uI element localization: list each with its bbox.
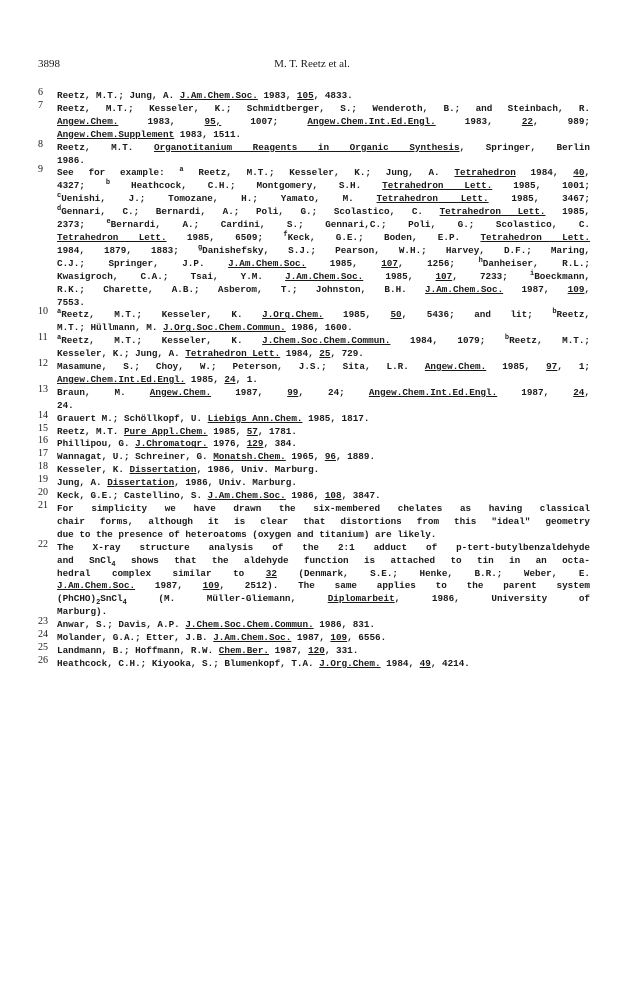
reference-line: [57, 361, 590, 374]
citation-source: 50: [390, 309, 402, 321]
reference-text: Wannagat, U.; Schreiner, G.: [57, 451, 214, 463]
reference-text: SnCl: [100, 593, 123, 605]
citation-source: 109: [567, 283, 585, 295]
citation-source: J.Chem.Soc.Chem.Commun.: [262, 335, 391, 347]
citation-source: Organotitanium Reagents in Organic Synthesis: [153, 141, 460, 153]
reference-text: , 4214.: [430, 657, 470, 669]
reference-line: [57, 297, 590, 310]
reference-text: Anwar, S.; Davis, A.P.: [57, 619, 186, 631]
reference-number: 14: [38, 409, 48, 421]
reference-text: Kesseler, K.: [57, 464, 130, 476]
citation-source: 109: [202, 580, 220, 592]
citation-source: Tetrahedron Lett.: [480, 231, 591, 243]
reference-text: 1965,: [285, 451, 325, 463]
citation-source: Tetrahedron Lett.: [185, 348, 281, 360]
superscript: e: [106, 217, 111, 226]
reference-text: Reetz, M.T.; Kesseler, K.: [61, 309, 263, 321]
reference-item: [38, 487, 590, 503]
citation-source: 120: [308, 644, 325, 656]
reference-number: 12: [38, 358, 48, 370]
reference-text: 1976,: [207, 438, 247, 450]
reference-line: [57, 477, 590, 490]
reference-line: [57, 219, 590, 232]
reference-line: [57, 593, 590, 606]
reference-line: [57, 413, 590, 426]
reference-text: due to the presence of heteroatoms (oxygen and titanium) are likely.: [57, 528, 437, 540]
superscript: a: [57, 334, 62, 343]
reference-item: [38, 332, 591, 361]
reference-item: [38, 383, 590, 413]
citation-source: Tetrahedron Lett.: [57, 231, 167, 243]
reference-line: [57, 619, 590, 632]
reference-text: 1984,: [515, 167, 574, 179]
reference-line: [57, 645, 590, 658]
citation-source: 107: [381, 257, 398, 269]
reference-text: Reetz, M.T.; Jung, A.: [57, 90, 180, 101]
reference-item: [38, 654, 590, 671]
reference-line: [57, 116, 590, 129]
superscript: h: [478, 256, 483, 265]
reference-text: Bernardi, A.; Cardini, S.; Gennari,C.; Poli, G.; Scolastico, C.: [110, 219, 590, 231]
reference-item: [38, 306, 591, 335]
citation-source: Pure Appl.Chem.: [123, 425, 208, 437]
citation-source: Monatsh.Chem.: [213, 451, 286, 463]
reference-text: For simplicity we have drawn the six-membered chelates as having classical: [57, 503, 590, 514]
reference-text: Heathcock, C.H.; Montgomery, S.H.: [110, 180, 383, 192]
reference-item: [38, 616, 590, 632]
citation-source: 24: [224, 373, 236, 385]
reference-number: 21: [38, 500, 48, 511]
reference-text: 1985, 1817.: [302, 412, 370, 424]
reference-text: 1985,: [545, 206, 590, 218]
reference-text: , 1781.: [257, 425, 297, 437]
reference-line: [57, 167, 590, 180]
citation-source: J.Chromatogr.: [135, 438, 208, 450]
reference-line: [57, 658, 590, 671]
reference-number: 13: [38, 383, 48, 395]
reference-number: 24: [38, 629, 48, 641]
reference-text: 1985,: [207, 425, 247, 437]
reference-text: Danheiser, R.L.;: [482, 257, 591, 269]
reference-text: 1987,: [503, 283, 568, 295]
reference-line: [57, 568, 590, 581]
reference-text: R.K.; Charette, A.B.; Asberom, T.; Johnston, B.H.: [57, 283, 426, 295]
reference-text: 1986,: [285, 490, 325, 502]
reference-text: , 1986, University of: [394, 593, 590, 605]
reference-text: Grauert M.; Schöllkopf, U.: [57, 412, 208, 424]
reference-list: [38, 87, 591, 671]
reference-number: 7: [38, 99, 43, 111]
reference-text: 1985, 6509;: [166, 231, 284, 243]
reference-item: [38, 435, 590, 451]
reference-line: [57, 400, 590, 413]
citation-source: Tetrahedron Lett.: [376, 193, 489, 205]
citation-source: 99: [287, 386, 299, 398]
reference-number: 11: [38, 332, 48, 344]
reference-item: [38, 99, 591, 142]
reference-text: , 7233;: [452, 270, 530, 282]
citation-source: J.Chem.Soc.Chem.Commun.: [185, 619, 314, 631]
reference-item: [38, 629, 590, 645]
subscript: 4: [122, 599, 127, 608]
reference-item: [38, 448, 590, 464]
citation-source: J.Am.Chem.Soc.: [57, 580, 136, 592]
reference-line: [57, 542, 590, 555]
reference-text: 1983,: [257, 90, 297, 101]
reference-text: ,: [584, 167, 590, 179]
reference-text: 1984, 1879, 1883;: [57, 244, 198, 256]
reference-line: [57, 632, 590, 645]
reference-line: [57, 180, 590, 193]
reference-item: [38, 138, 590, 168]
citation-source: 105: [296, 90, 314, 101]
subscript: 4: [111, 560, 116, 569]
reference-number: 18: [38, 461, 48, 473]
reference-text: Keck, G.E.; Castellino, S.: [57, 490, 208, 502]
reference-text: See for example:: [57, 167, 180, 179]
reference-text: ,: [584, 386, 590, 398]
reference-line: [57, 451, 590, 464]
reference-text: 1987,: [135, 580, 203, 592]
reference-line: [57, 580, 590, 593]
reference-text: , 989;: [533, 115, 591, 127]
reference-text: Reetz, M.T.: [57, 425, 124, 437]
citation-source: J.Am.Chem.Soc.: [179, 90, 258, 101]
citation-source: J.Org.Chem.: [319, 657, 381, 669]
reference-number: 9: [38, 164, 43, 176]
citation-source: Tetrahedron: [454, 167, 516, 179]
citation-source: Angew.Chem.: [424, 361, 487, 373]
citation-source: Angew.Chem.Supplement: [57, 128, 175, 140]
citation-source: 97: [546, 361, 558, 373]
citation-source: 40: [573, 167, 585, 179]
reference-text: 1984, 1079;: [390, 335, 505, 347]
reference-number: 22: [38, 538, 48, 550]
reference-text: 1985, 3467;: [488, 193, 590, 205]
citation-source: Diplomarbeit: [327, 593, 395, 605]
citation-source: J.Am.Chem.Soc.: [228, 257, 307, 269]
reference-number: 20: [38, 487, 48, 499]
reference-line: [57, 464, 590, 477]
reference-line: [57, 142, 590, 155]
reference-text: , 1;: [557, 361, 590, 373]
reference-line: [57, 245, 590, 258]
superscript: i: [530, 269, 535, 278]
reference-item: [38, 461, 590, 477]
reference-line: [57, 129, 590, 142]
reference-line: [57, 193, 590, 206]
citation-source: Angew.Chem.Int.Ed.Engl.: [307, 115, 436, 127]
reference-item: [38, 358, 590, 387]
reference-text: Marburg).: [57, 606, 108, 618]
citation-source: 22: [521, 115, 533, 127]
citation-source: J.Org.Soc.Chem.Commun.: [163, 322, 286, 334]
citation-source: Angew.Chem.Int.Ed.Engl.: [368, 386, 498, 398]
reference-text: , 24;: [298, 386, 369, 398]
reference-item: [38, 422, 590, 439]
reference-text: Gennari, C.; Bernardi, A.; Poli, G.; Scolastico, C.: [61, 206, 440, 218]
reference-text: , 6556.: [347, 632, 387, 644]
reference-line: [57, 103, 590, 116]
reference-text: 1986.: [57, 154, 85, 166]
reference-line: [57, 555, 590, 568]
citation-source: 107: [435, 270, 453, 282]
reference-text: Reetz, M.T.; Kesseler, K.: [61, 335, 263, 347]
citation-source: 96: [324, 451, 336, 463]
reference-text: 1985,: [323, 309, 391, 321]
reference-text: , 1889.: [335, 451, 376, 463]
citation-source: 95,: [204, 115, 222, 127]
reference-number: 16: [38, 435, 48, 447]
citation-source: 49: [419, 657, 431, 669]
page-number: 3898: [38, 58, 60, 70]
reference-text: 1985,: [306, 257, 382, 269]
running-header: [38, 58, 586, 74]
reference-text: , 331.: [324, 644, 359, 656]
reference-text: , 5436; and lit;: [401, 309, 553, 321]
reference-text: Reetz,: [556, 309, 591, 321]
reference-line: [57, 529, 590, 542]
superscript: b: [552, 308, 557, 317]
reference-item: [38, 87, 590, 103]
running-head: M. T. Reetz et al.: [274, 58, 350, 70]
reference-text: 1007;: [221, 115, 308, 127]
reference-text: 1986, 831.: [313, 619, 376, 631]
reference-text: Reetz, M.T.; Kesseler, K.; Schmidtberger, S.; Wenderoth, B.; and Steinbach, R.: [57, 102, 590, 114]
reference-text: Reetz, M.T.; Kesseler, K.; Jung, A.: [183, 167, 455, 179]
reference-text: , 729.: [330, 348, 364, 360]
citation-source: 129: [246, 438, 264, 450]
reference-text: 1985,: [486, 361, 547, 373]
reference-number: 23: [38, 616, 48, 628]
reference-text: 4327;: [57, 180, 106, 192]
superscript: b: [105, 179, 111, 188]
reference-text: 1985,: [363, 270, 436, 282]
citation-source: 25: [319, 348, 331, 360]
reference-text: 1987,: [269, 644, 309, 656]
reference-line: [57, 516, 590, 529]
reference-text: M.T.; Hüllmann, M.: [57, 322, 164, 334]
reference-line: [57, 284, 590, 297]
reference-text: , 1986, Univ. Marburg.: [174, 477, 297, 489]
reference-text: 1983,: [118, 115, 205, 127]
reference-text: Masamune, S.; Choy, W.; Peterson, J.S.; Sita, L.R.: [57, 361, 425, 373]
reference-line: [57, 426, 590, 439]
reference-text: (M. Müller-Gliemann,: [126, 593, 328, 605]
reference-line: [57, 490, 590, 503]
reference-line: [57, 258, 590, 271]
reference-text: , 4833.: [313, 90, 353, 101]
citation-source: Angew.Chem.: [57, 115, 119, 127]
citation-source: J.Am.Chem.Soc.: [425, 283, 504, 295]
reference-number: 15: [38, 422, 48, 434]
reference-text: The X-ray structure analysis of the 2:1 adduct of p-tert-butylbenzaldehyde: [57, 541, 590, 553]
reference-text: 1984,: [380, 657, 420, 669]
superscript: a: [57, 308, 62, 317]
reference-text: 1987,: [497, 386, 574, 398]
reference-text: 1985,: [185, 373, 225, 385]
citation-source: Tetrahedron Lett.: [439, 206, 546, 218]
reference-text: hedral complex similar to: [57, 567, 266, 579]
superscript: b: [504, 334, 510, 343]
reference-number: 6: [38, 87, 43, 98]
citation-source: J.Am.Chem.Soc.: [285, 270, 364, 282]
superscript: a: [179, 166, 184, 175]
reference-text: (PhCHO): [57, 593, 97, 605]
reference-item: [38, 538, 591, 619]
reference-text: C.J.; Springer, J.P.: [57, 257, 229, 269]
citation-source: Angew.Chem.Int.Ed.Engl.: [57, 373, 186, 385]
reference-line: [57, 606, 590, 619]
reference-text: Kwasigroch, C.A.; Tsai, Y.M.: [57, 270, 286, 282]
citation-source: Tetrahedron Lett.: [382, 180, 493, 192]
reference-line: [57, 387, 590, 400]
reference-text: , 1986, Univ. Marburg.: [196, 464, 320, 476]
reference-line: [57, 155, 590, 168]
reference-line: [57, 335, 590, 348]
citation-source: 108: [324, 490, 342, 502]
reference-text: Danishefsky, S.J.; Pearson, W.H.; Harvey, D.F.; Maring,: [202, 244, 590, 256]
citation-source: 57: [246, 425, 258, 437]
reference-line: [57, 503, 590, 516]
reference-text: 1983, 1511.: [174, 128, 242, 140]
reference-line: [57, 90, 590, 103]
reference-number: 26: [38, 654, 48, 666]
reference-text: Braun, M.: [57, 386, 150, 398]
reference-text: 24.: [57, 399, 74, 411]
reference-line: [57, 309, 590, 322]
reference-item: [38, 164, 591, 309]
reference-number: 25: [38, 641, 48, 653]
superscript: d: [57, 205, 62, 214]
reference-text: Landmann, B.; Hoffmann, R.W.: [57, 644, 219, 656]
citation-source: Dissertation: [129, 464, 197, 476]
reference-item: [38, 474, 590, 490]
reference-text: , 2512). The same applies to the parent system: [219, 580, 590, 592]
reference-text: Reetz, M.T.;: [509, 335, 591, 347]
citation-source: 109: [330, 632, 348, 644]
reference-text: 2373;: [57, 219, 107, 231]
reference-text: Keck, G.E.; Boden, E.P.: [287, 231, 481, 243]
reference-number: 10: [38, 306, 48, 318]
reference-text: Heathcock, C.H.; Kiyooka, S.; Blumenkopf, T.A.: [57, 657, 320, 669]
reference-line: [57, 374, 590, 387]
superscript: c: [57, 192, 62, 201]
superscript: g: [197, 243, 203, 252]
citation-source: 24: [573, 386, 585, 398]
reference-text: ,: [584, 283, 591, 295]
reference-text: 1986, 1600.: [285, 322, 353, 334]
reference-text: Boeckmann,: [534, 270, 590, 282]
reference-text: 7553.: [57, 296, 85, 308]
reference-text: Molander, G.A.; Etter, J.B.: [57, 632, 214, 644]
reference-text: , 384.: [263, 438, 297, 450]
reference-text: 1987,: [291, 632, 331, 644]
reference-item: [38, 500, 590, 542]
reference-text: Kesseler, K.; Jung, A.: [57, 348, 186, 360]
reference-text: 1985, 1001;: [492, 180, 590, 192]
reference-text: (Denmark, S.E.; Henke, B.R.; Weber, E.: [276, 567, 590, 579]
reference-text: 1984,: [280, 348, 320, 360]
citation-source: 32: [265, 567, 277, 579]
reference-text: chair forms, although it is clear that distortions from this "ideal" geometry: [57, 515, 590, 527]
reference-text: , 3847.: [341, 490, 381, 502]
subscript: 2: [96, 599, 101, 608]
reference-line: [57, 206, 590, 219]
reference-text: 1983,: [435, 115, 522, 127]
reference-line: [57, 348, 590, 361]
reference-text: , 1256;: [397, 257, 479, 269]
reference-text: , 1.: [235, 373, 258, 385]
reference-line: [57, 271, 590, 284]
citation-source: Dissertation: [107, 477, 175, 489]
reference-number: 17: [38, 448, 48, 460]
reference-text: Phillipou, G.: [57, 438, 136, 450]
reference-text: Uenishi, J.; Tomozane, H.; Yamato, M.: [61, 193, 377, 205]
reference-text: 1987,: [211, 386, 288, 398]
citation-source: Chem.Ber.: [218, 644, 270, 656]
reference-line: [57, 232, 590, 245]
citation-source: Angew.Chem.: [149, 386, 212, 398]
reference-item: [38, 409, 590, 426]
reference-line: [57, 322, 590, 335]
reference-item: [38, 641, 590, 658]
citation-source: J.Am.Chem.Soc.: [207, 490, 286, 502]
citation-source: J.Am.Chem.Soc.: [213, 632, 292, 644]
superscript: f: [283, 230, 288, 239]
reference-text: shows that the aldehyde function is attached to tin in an octa-: [115, 554, 591, 566]
reference-text: Reetz, M.T.: [57, 141, 154, 153]
reference-line: [57, 438, 590, 451]
reference-text: , Springer, Berlin: [459, 141, 590, 153]
citation-source: Liebigs Ann.Chem.: [207, 412, 303, 424]
reference-text: Jung, A.: [57, 477, 108, 489]
reference-text: and SnCl: [57, 554, 112, 566]
reference-number: 19: [38, 474, 48, 486]
reference-number: 8: [38, 138, 43, 150]
citation-source: J.Org.Chem.: [262, 309, 324, 321]
